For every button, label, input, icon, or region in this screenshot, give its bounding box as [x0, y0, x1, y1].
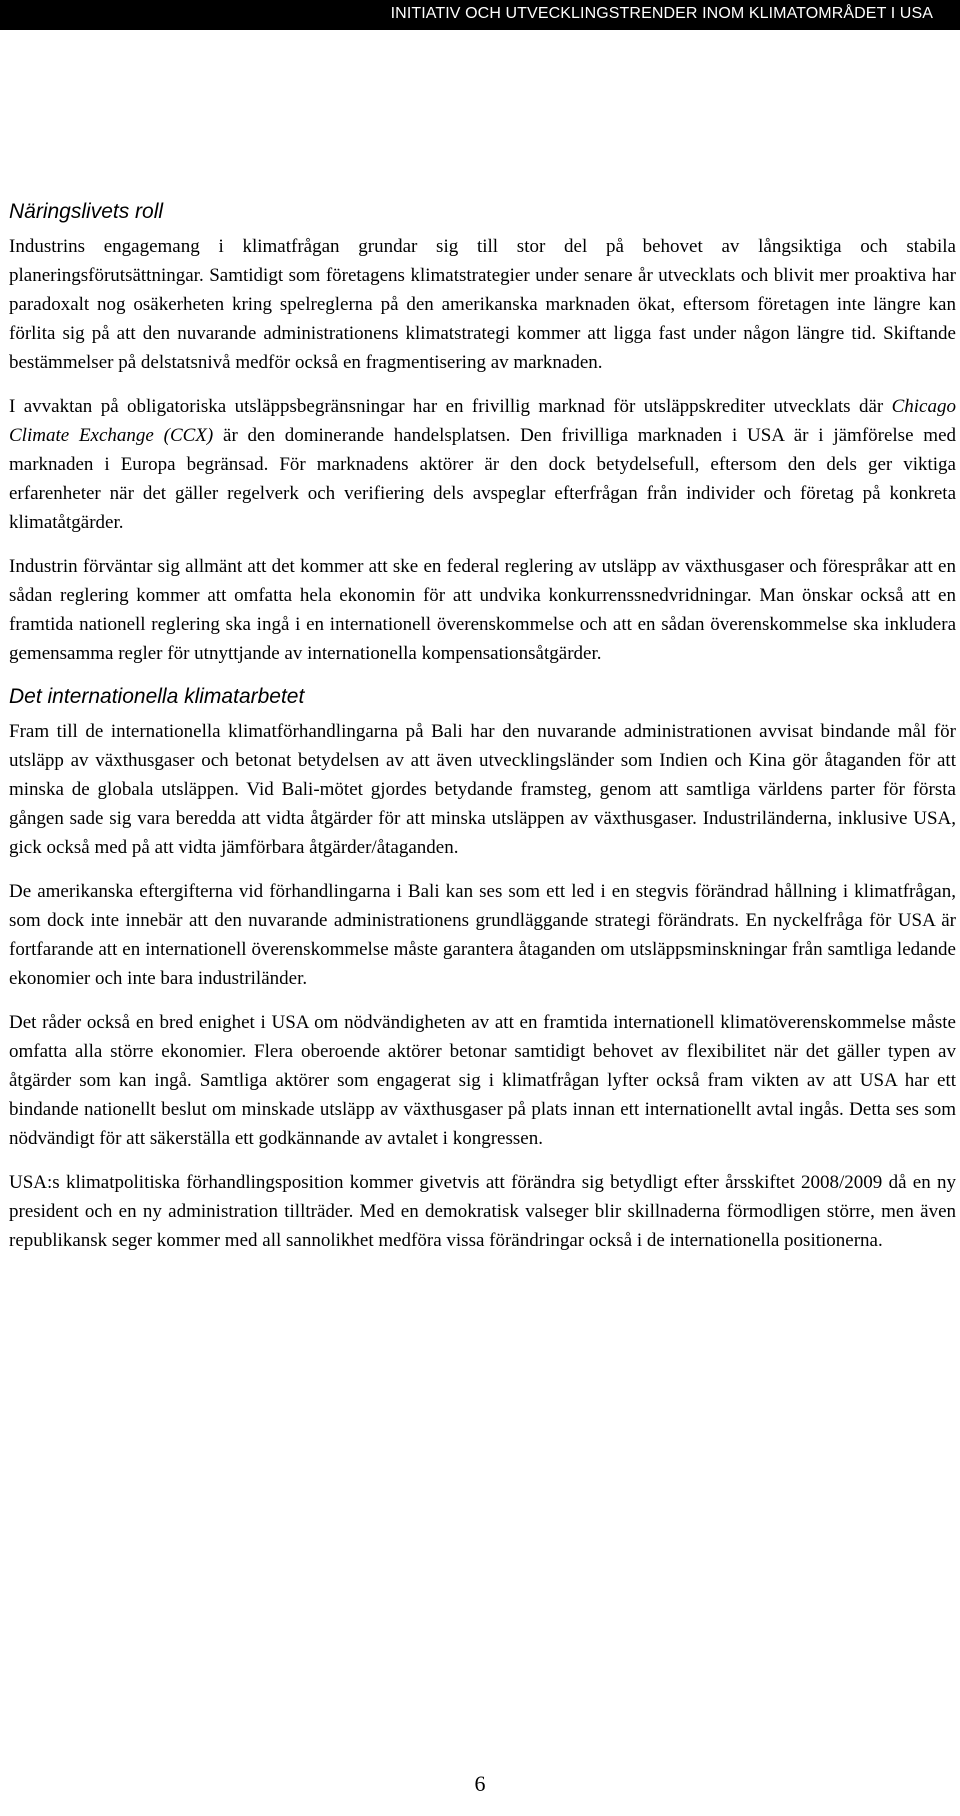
body-paragraph: Industrin förväntar sig allmänt att det kommer att ske en federal reglering av utsläpp av växthusgaser och förespråkar att en sådan reglering kommer att omfatta hela ekonomin för att undvika konkurrenssnedvridningar. Man önskar också att en framtida nationell reglering ska ingå i en internationell överenskommelse och att en sådan överenskommelse ska inkludera gemensamma regler för utnyttjande av internationella kompensationsåtgärder.: [9, 556, 956, 664]
body-paragraph: USA:s klimatpolitiska förhandlingsposition kommer givetvis att förändra sig betydligt efter årsskiftet 2008/2009 då en ny president och en ny administration tillträder. Med en demokratisk valseger blir skillnaderna förmodligen större, men även republikansk seger kommer med all sannolikhet medföra vissa förändringar också i de internationella positionerna.: [9, 1172, 956, 1251]
page-number: 6: [474, 1771, 486, 1796]
section-heading-naringslivets-roll: Näringslivets roll: [9, 200, 164, 223]
document-body: [9, 198, 956, 1270]
body-paragraph: De amerikanska eftergifterna vid förhandlingarna i Bali kan ses som ett led i en stegvis förändrad hållning i klimatfrågan, som dock inte innebär att den nuvarande administrationens grundläggande strategi förändrats. En nyckelfråga för USA är fortfarande att en internationell överenskommelse måste garantera åtaganden om utsläppsminskningar från samtliga ledande ekonomier och inte bara industriländer.: [9, 881, 956, 989]
italic-organization-name: Chicago Climate Exchange (CCX): [9, 396, 956, 446]
body-paragraph: Industrins engagemang i klimatfrågan grundar sig till stor del på behovet av långsiktiga och stabila planeringsförutsättningar. Samtidigt som företagens klimatstrategier under senare år utvecklats och blivit mer proaktiva har paradoxalt nog osäkerheten kring spelreglerna på den amerikanska marknaden ökat, eftersom företagen inte längre kan förlita sig på att den nuvarande administrationens klimatstrategi kommer att ligga fast under någon längre tid. Skiftande bestämmelser på delstatsnivå medför också en fragmentisering av marknaden.: [9, 236, 956, 373]
running-header-title: INITIATIV OCH UTVECKLINGSTRENDER INOM KLIMATOMRÅDET I USA: [390, 5, 933, 22]
body-paragraph: Fram till de internationella klimatförhandlingarna på Bali har den nuvarande administrationen avvisat bindande mål för utsläpp av växthusgaser och betonat betydelsen av att även utvecklingsländer som Indien och Kina gör åtaganden för att minska de globala utsläppen. Vid Bali-mötet gjordes betydande framsteg, genom att samtliga världens parter för första gången sade sig vara beredda att vidta åtgärder för att minska utsläppen av växthusgaser. Industriländerna, inklusive USA, gick också med på att vidta jämförbara åtgärder/åtaganden.: [9, 721, 956, 858]
section-heading-internationella-klimatarbetet: Det internationella klimatarbetet: [9, 685, 305, 708]
running-header: [0, 0, 960, 30]
body-paragraph: [9, 392, 956, 537]
paragraph-text: I avvaktan på obligatoriska utsläppsbegränsningar har en frivillig marknad för utsläppskrediter utvecklats där: [9, 396, 892, 417]
paragraph-text: är den dominerande handelsplatsen. Den frivilliga marknaden i USA är i jämförelse med marknaden i Europa begränsad. För marknadens aktörer är den dock betydelsefull, eftersom den dels ger viktiga erfarenheter när det gäller regelverk och verifiering dels avspeglar efterfrågan från individer och företag på konkreta klimatåtgärder.: [9, 425, 956, 533]
body-paragraph: Det råder också en bred enighet i USA om nödvändigheten av att en framtida internationell klimatöverenskommelse måste omfatta alla större ekonomier. Flera oberoende aktörer betonar samtidigt behovet av flexibilitet när det gäller typen av åtgärder som kan ingå. Samtliga aktörer som engagerat sig i klimatfrågan lyfter också fram vikten av att USA har ett bindande nationellt beslut om minskade utsläpp av växthusgaser på plats innan ett internationellt avtal ingås. Detta ses som nödvändigt för att säkerställa ett godkännande av avtalet i kongressen.: [9, 1012, 956, 1149]
